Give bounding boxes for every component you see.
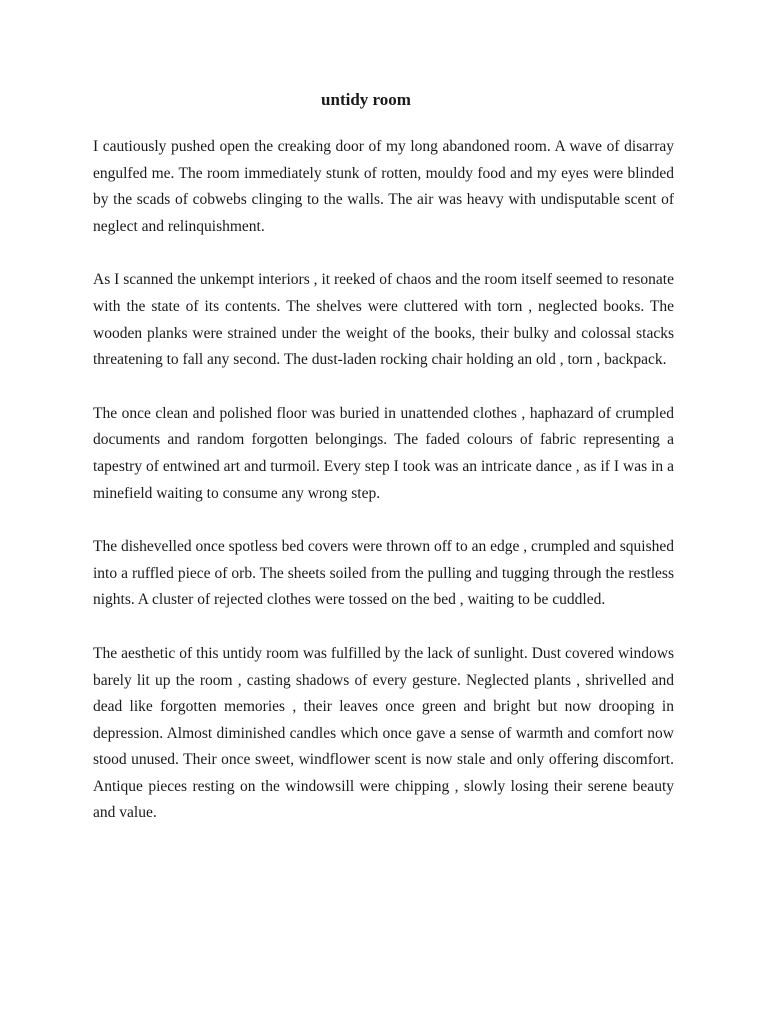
paragraph-3: The once clean and polished floor was buried in unattended clothes , haphazard of crumpled documents and random forgotten belongings. The faded colours of fabric representing a tapestry of entwined art and turmoil. Every step I took was an intricate dance , as if I was in a minefield waiting to consume any wrong step. [93, 404, 674, 502]
paragraph-4: The dishevelled once spotless bed covers were thrown off to an edge , crumpled and squished into a ruffled piece of orb. The sheets soiled from the pulling and tugging through the restless nights. A cluster of rejected clothes were tossed on the bed , waiting to be cuddled. [93, 538, 674, 609]
paragraph-5: The aesthetic of this untidy room was fulfilled by the lack of sunlight. Dust covered windows barely lit up the room , casting shadows of every gesture. Neglected plants , shrivelled and dead like forgotten memories , their leaves once green and bright but now drooping in depression. Almost diminished candles which once gave a sense of warmth and comfort now stood unused. Their once sweet, windflower scent is now stale and only offering discomfort. Antique pieces resting on the windowsill were chipping , slowly losing their serene beauty and value. [93, 644, 674, 822]
document-title: untidy room [321, 90, 411, 109]
paragraph-2: As I scanned the unkempt interiors , it reeked of chaos and the room itself seemed to resonate with the state of its contents. The shelves were cluttered with torn , neglected books. The wooden planks were strained under the weight of the books, their bulky and colossal stacks threatening to fall any second. The dust-laden rocking chair holding an old , torn , backpack. [93, 271, 674, 369]
document-body [93, 134, 674, 854]
paragraph-1: I cautiously pushed open the creaking door of my long abandoned room. A wave of disarray engulfed me. The room immediately stunk of rotten, mouldy food and my eyes were blinded by the scads of cobwebs clinging to the walls. The air was heavy with undisputable scent of neglect and relinquishment. [93, 138, 674, 235]
